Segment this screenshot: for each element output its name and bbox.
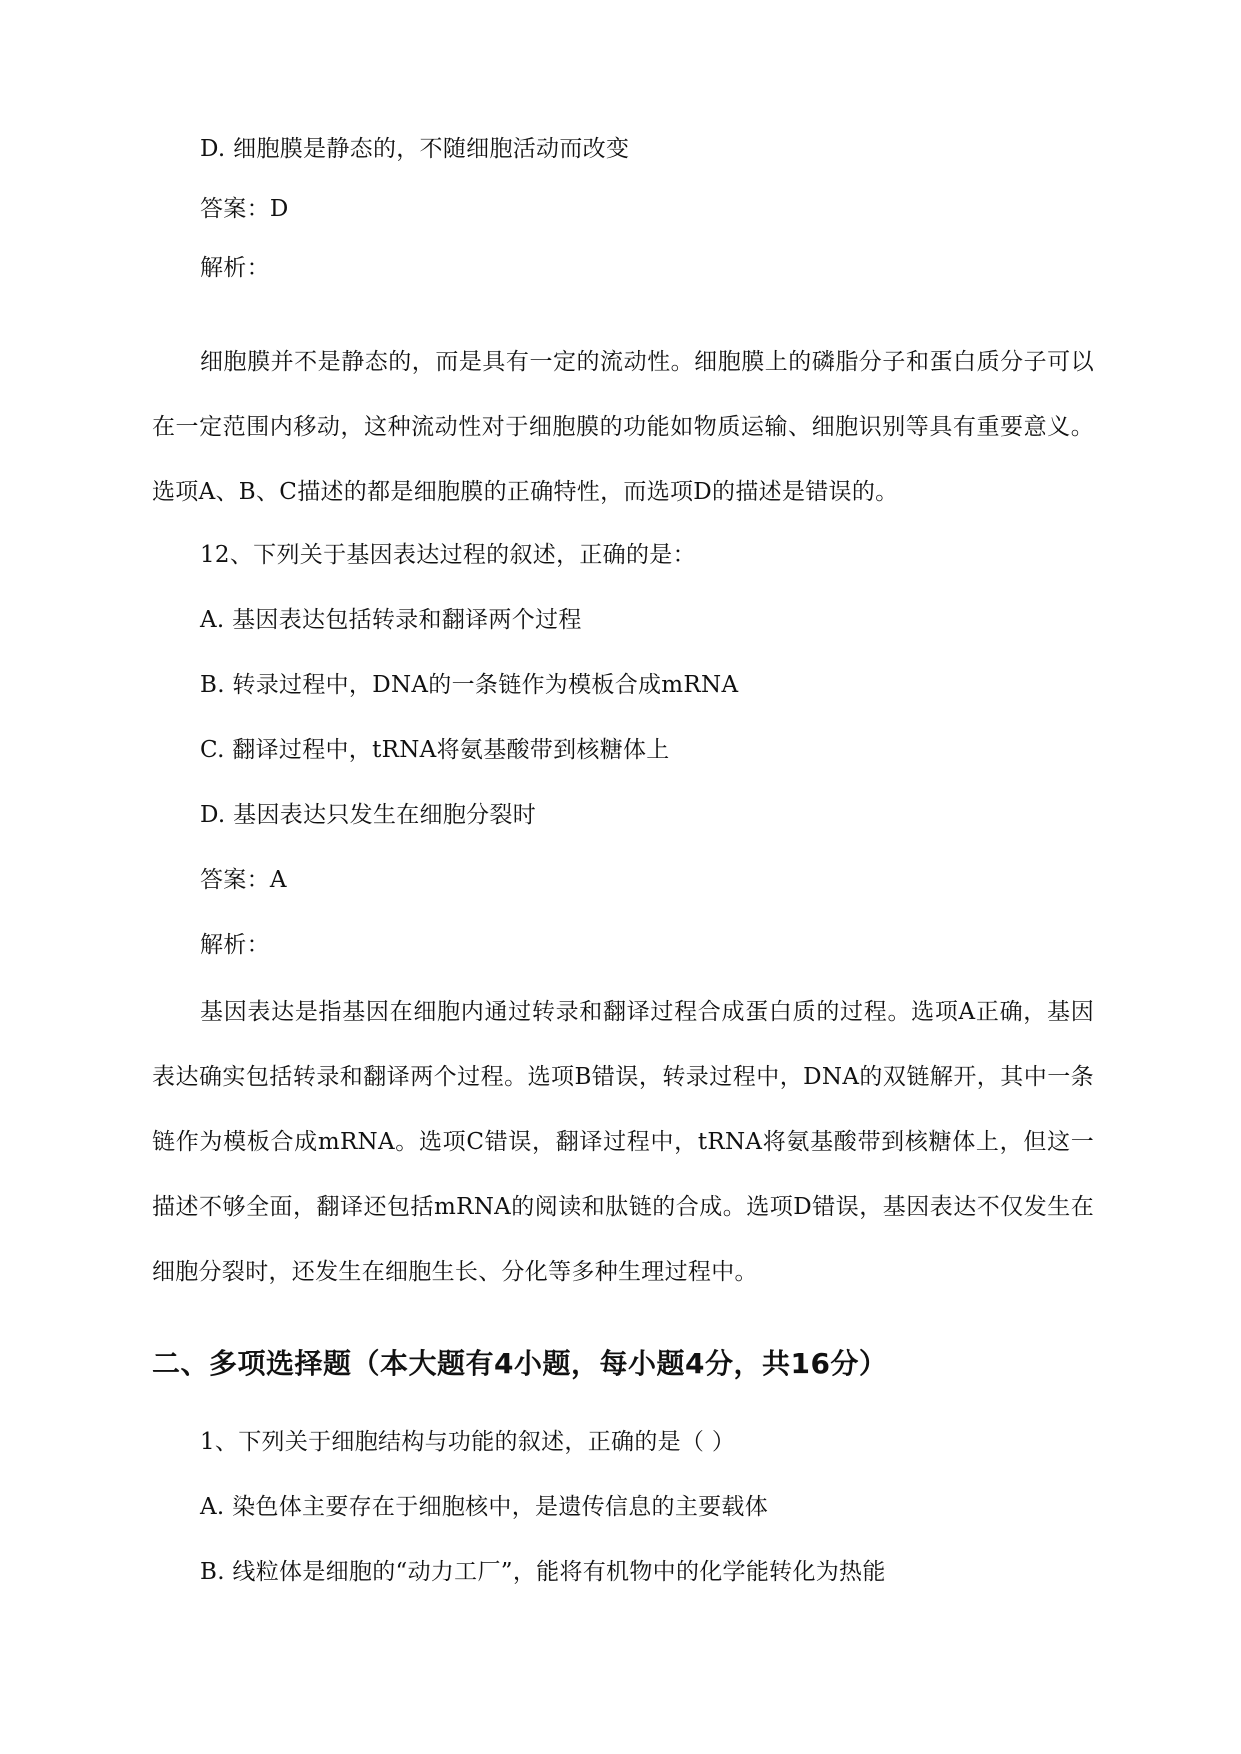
q11-option-d: D. 细胞膜是静态的，不随细胞活动而改变 <box>200 136 630 162</box>
mq1-question: 1、下列关于细胞结构与功能的叙述，正确的是（ ） <box>200 1429 736 1455</box>
q12-analysis-label: 解析： <box>200 932 270 958</box>
q12-option-c: C. 翻译过程中，tRNA将氨基酸带到核糖体上 <box>200 737 670 763</box>
q12-option-b: B. 转录过程中，DNA的一条链作为模板合成mRNA <box>200 672 739 698</box>
q11-answer: 答案：D <box>200 196 289 222</box>
section-title-multiple-choice: 二、多项选择题（本大题有4小题，每小题4分，共16分） <box>152 1347 888 1380</box>
mq1-option-b: B. 线粒体是细胞的“动力工厂”，能将有机物中的化学能转化为热能 <box>200 1559 886 1585</box>
q11-analysis-label: 解析： <box>200 255 270 281</box>
q12-question: 12、下列关于基因表达过程的叙述，正确的是： <box>200 542 696 568</box>
q12-option-a: A. 基因表达包括转录和翻译两个过程 <box>200 607 582 633</box>
mq1-option-a: A. 染色体主要存在于细胞核中，是遗传信息的主要载体 <box>200 1494 769 1520</box>
q11-analysis-text: 细胞膜并不是静态的，而是具有一定的流动性。细胞膜上的磷脂分子和蛋白质分子可以在一定范围内移动，这种流动性对于细胞膜的功能如物质运输、细胞识别等具有重要意义。选项A、B、C描述的都是细胞膜的正确特性，而选项D的描述是错误的。 <box>152 349 1094 505</box>
q12-analysis-text: 基因表达是指基因在细胞内通过转录和翻译过程合成蛋白质的过程。选项A正确，基因表达确实包括转录和翻译两个过程。选项B错误，转录过程中，DNA的双链解开，其中一条链作为模板合成mRNA。选项C错误，翻译过程中，tRNA将氨基酸带到核糖体上，但这一描述不够全面，翻译还包括mRNA的阅读和肽链的合成。选项D错误，基因表达不仅发生在细胞分裂时，还发生在细胞生长、分化等多种生理过程中。 <box>152 999 1094 1285</box>
q12-answer: 答案：A <box>200 867 287 893</box>
q12-option-d: D. 基因表达只发生在细胞分裂时 <box>200 802 537 828</box>
